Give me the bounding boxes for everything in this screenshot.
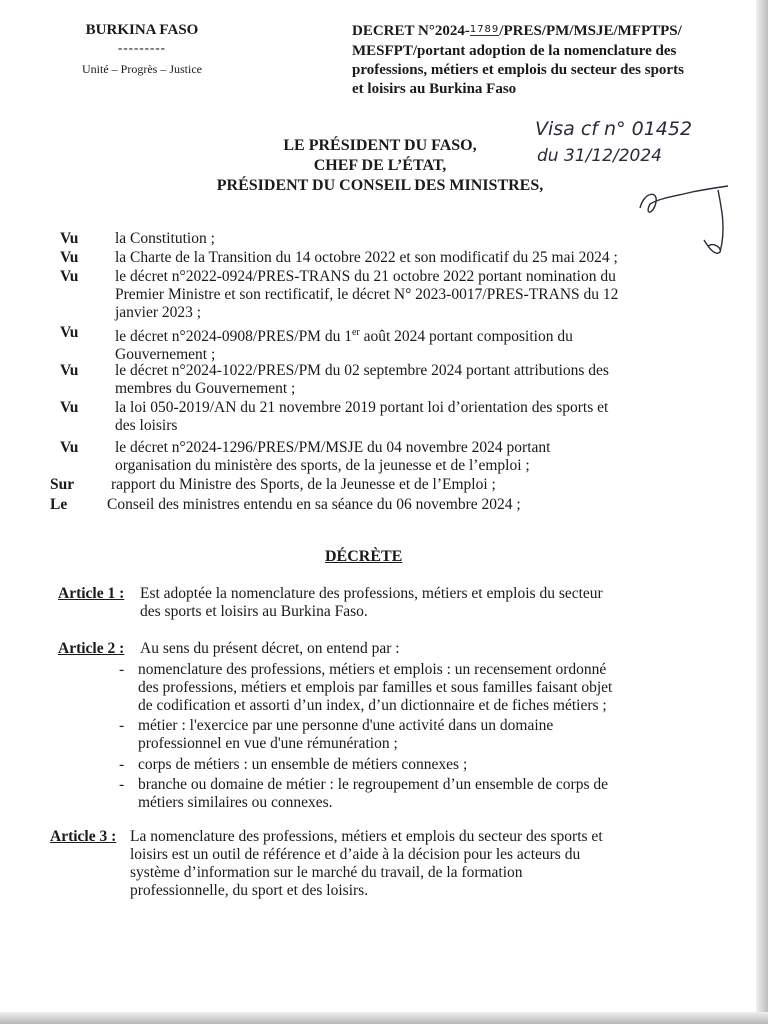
decrete-heading: DÉCRÈTE — [325, 548, 403, 565]
consideration-label: Vu — [60, 399, 79, 416]
consideration-text: le décret n°2024-1296/PRES/PM/MSJE du 04 novembre 2024 portant organisation du ministère des sports, de la jeunesse et de l’emploi ; — [115, 439, 551, 474]
decree-title-line1 — [352, 22, 757, 42]
consideration-label: Vu — [60, 230, 79, 247]
decree-title-line2: MESFPT/portant adoption de la nomenclature des — [352, 43, 677, 59]
article-1-label: Article 1 : — [58, 585, 125, 602]
consideration-text: le décret n°2024-1022/PRES/PM du 02 septembre 2024 portant attributions des membres du Gouvernement ; — [115, 362, 609, 397]
article-2-intro: Au sens du présent décret, on entend par : — [140, 640, 400, 657]
decree-title-line3: professions, métiers et emplois du secteur des sports — [352, 62, 684, 78]
decree-suffix: /PRES/PM/MSJE/MFPTPS/ — [499, 23, 682, 39]
decree-prefix: DECRET N°2024- — [352, 23, 470, 39]
national-motto: Unité – Progrès – Justice — [82, 62, 202, 76]
consideration-text: le décret n°2022-0924/PRES-TRANS du 21 octobre 2022 portant nomination du Premier Ministre et son rectificatif, le décret N° 2023-0017/PRES-TRANS du 12 janvier 2023 ; — [115, 268, 619, 321]
article-3-text: La nomenclature des professions, métiers et emplois du secteur des sports et loisirs est un outil de référence et d’aide à la décision pour les acteurs du système d’information sur le marché du travail, de la formation professionnelle, du sport et des loisirs. — [130, 828, 603, 899]
article-2-item: branche ou domaine de métier : le regroupement d’un ensemble de corps de métiers similaires ou connexes. — [138, 776, 608, 811]
decree-number: 1789 — [469, 24, 500, 35]
consideration-text: la Constitution ; — [115, 230, 215, 247]
country-name: BURKINA FASO — [85, 22, 199, 38]
handwritten-visa: Visa cf n° 01452 — [535, 118, 693, 140]
scan-edge-bottom — [0, 1012, 768, 1024]
decree-title-line4: et loisirs au Burkina Faso — [352, 81, 517, 97]
consideration-label: Sur — [50, 476, 75, 493]
consideration-label: Vu — [60, 268, 79, 285]
consideration-text: la Charte de la Transition du 14 octobre 2022 et son modificatif du 25 mai 2024 ; — [115, 249, 618, 266]
consideration-label: Vu — [60, 249, 79, 266]
handwritten-date: du 31/12/2024 — [537, 146, 662, 166]
decree-title — [352, 22, 757, 99]
list-dash: - — [119, 661, 125, 678]
consideration-text: rapport du Ministre des Sports, de la Jeunesse et de l’Emploi ; — [111, 476, 496, 493]
list-dash: - — [119, 776, 125, 793]
consideration-text: le décret n°2024-0908/PRES/PM du 1er août 2024 portant composition du Gouvernement ; — [115, 327, 573, 364]
president-line2: CHEF DE L’ÉTAT, — [313, 157, 447, 174]
list-dash: - — [119, 717, 125, 734]
president-line1: LE PRÉSIDENT DU FASO, — [283, 137, 477, 154]
president-block — [160, 136, 600, 196]
consideration-label: Le — [50, 496, 68, 513]
header-separator: --------- — [118, 40, 166, 55]
article-2-item: nomenclature des professions, métiers et emplois : un recensement ordonné des professions, métiers et emplois par familles et sous familles faisant objet de codification et assorti d’un index, d’un dictionnaire et de fiches métiers ; — [138, 661, 613, 714]
scan-edge-right — [756, 0, 768, 1024]
president-line3: PRÉSIDENT DU CONSEIL DES MINISTRES, — [216, 177, 544, 194]
consideration-label: Vu — [60, 439, 79, 456]
list-dash: - — [119, 756, 125, 773]
article-2-label: Article 2 : — [58, 640, 125, 657]
article-2-item: corps de métiers : un ensemble de métiers connexes ; — [138, 756, 468, 773]
consideration-text: la loi 050-2019/AN du 21 novembre 2019 portant loi d’orientation des sports et des loisirs — [115, 399, 609, 434]
consideration-label: Vu — [60, 362, 79, 379]
consideration-label: Vu — [60, 324, 79, 341]
article-2-item: métier : l'exercice par une personne d'une activité dans un domaine professionnel en vue d'une rémunération ; — [138, 717, 554, 752]
article-3-label: Article 3 : — [50, 828, 117, 845]
consideration-text: Conseil des ministres entendu en sa séance du 06 novembre 2024 ; — [107, 496, 521, 513]
article-1-text: Est adoptée la nomenclature des professions, métiers et emplois du secteur des sports et loisirs au Burkina Faso. — [140, 585, 603, 620]
